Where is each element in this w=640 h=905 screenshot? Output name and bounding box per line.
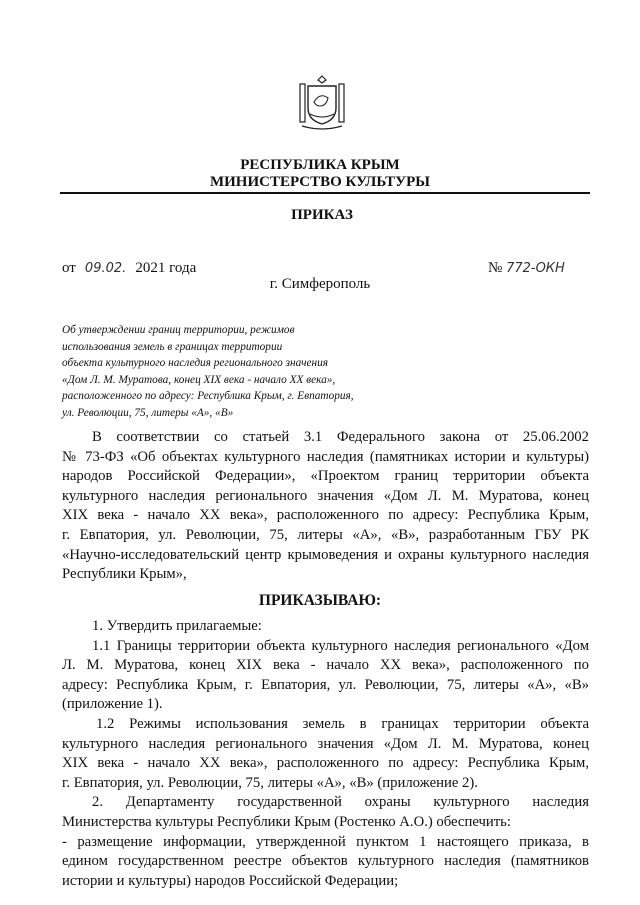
item-1-title: 1. Утвердить прилагаемые: — [92, 618, 262, 634]
preamble-line: г. Евпатория, ул. Революции, 75, литеры «А», «В», разработанным ГБУ РК — [62, 526, 589, 543]
preamble-line: № 73-ФЗ «Об объектах культурного наследия (памятниках истории и культуры) — [62, 448, 589, 465]
subject-line: ул. Революции, 75, литеры «А», «В» — [62, 406, 234, 419]
header-divider — [60, 192, 590, 194]
order-subject — [62, 322, 422, 422]
subject-line: расположенного по адресу: Республика Крым, г. Евпатория, — [62, 390, 354, 403]
preamble-line: Республики Крым», — [62, 566, 187, 583]
item-2-line: 2. Департаменту государственной охраны культурного наследия — [92, 794, 589, 811]
preamble-line: культурного наследия регионального значения «Дом Л. М. Муратова, конец — [62, 487, 589, 504]
date-line — [62, 260, 196, 277]
order-number — [488, 260, 565, 277]
item-2-line: - размещение информации, утвержденной пунктом 1 настоящего приказа, в — [62, 833, 589, 850]
item-2-line: Министерства культуры Республики Крым (Ростенко А.О.) обеспечить: — [62, 813, 511, 830]
item-1-2-line: XIX века - начало XX века», расположенного по адресу: Республика Крым, — [62, 755, 589, 772]
handwritten-number: 772-ОКН — [506, 261, 565, 276]
item-1-2-line: г. Евпатория, ул. Революции, 75, литеры «А», «В» (приложение 2). — [62, 774, 478, 791]
date-prefix: от — [62, 260, 76, 276]
subject-line: Об утверждении границ территории, режимов — [62, 324, 295, 336]
preamble-line: В соответствии со статьей 3.1 Федерального закона от 25.06.2002 — [92, 429, 589, 445]
number-prefix: № — [488, 260, 503, 276]
subject-line: «Дом Л. М. Муратова, конец XIX века - начало XX века», — [62, 373, 336, 386]
order-word: ПРИКАЗЫВАЮ: — [258, 592, 382, 609]
city-line: г. Симферополь — [269, 276, 371, 292]
item-1-1-line: (приложение 1). — [62, 696, 163, 713]
item-1-2-line: 1.2 Режимы использования земель в границах территории объекта — [96, 715, 589, 732]
item-1 — [62, 617, 589, 891]
subject-line: использования земель в границах территории — [62, 340, 283, 353]
item-2-line: истории и культуры) народов Российской Федерации; — [62, 872, 399, 889]
preamble-paragraph — [62, 428, 589, 585]
preamble-line: «Научно-исследовательский центр крымоведения и охраны культурного наследия — [62, 546, 589, 563]
item-2-line: едином государственном реестре объектов культурного наследия (памятников — [62, 853, 589, 870]
item-1-1-line: 1.1 Границы территории объекта культурного наследия регионального «Дом — [92, 637, 589, 654]
preamble-line: народов Российской Федерации», «Проектом границ территории объекта — [62, 468, 589, 485]
item-1-1-line: Л. М. Муратова, конец XIX века - начало XX века», расположенного по — [62, 657, 589, 674]
handwritten-date: 09.02. — [84, 261, 127, 276]
doc-type-title: ПРИКАЗ — [291, 207, 353, 223]
preamble-line: XIX века - начало XX века», расположенного по адресу: Республика Крым, — [62, 507, 589, 524]
date-year: 2021 года — [135, 260, 197, 276]
subject-line: объекта культурного наследия регионального значения — [62, 357, 329, 370]
ministry-title: МИНИСТЕРСТВО КУЛЬТУРЫ — [209, 174, 431, 190]
item-1-2-line: культурного наследия регионального значения «Дом Л. М. Муратова, конец — [62, 735, 589, 752]
republic-title: РЕСПУБЛИКА КРЫМ — [240, 157, 400, 173]
item-1-1-line: адресу: Республика Крым, г. Евпатория, ул. Революции, 75, литеры «А», «В» — [62, 676, 589, 693]
coat-of-arms-emblem — [296, 72, 348, 132]
